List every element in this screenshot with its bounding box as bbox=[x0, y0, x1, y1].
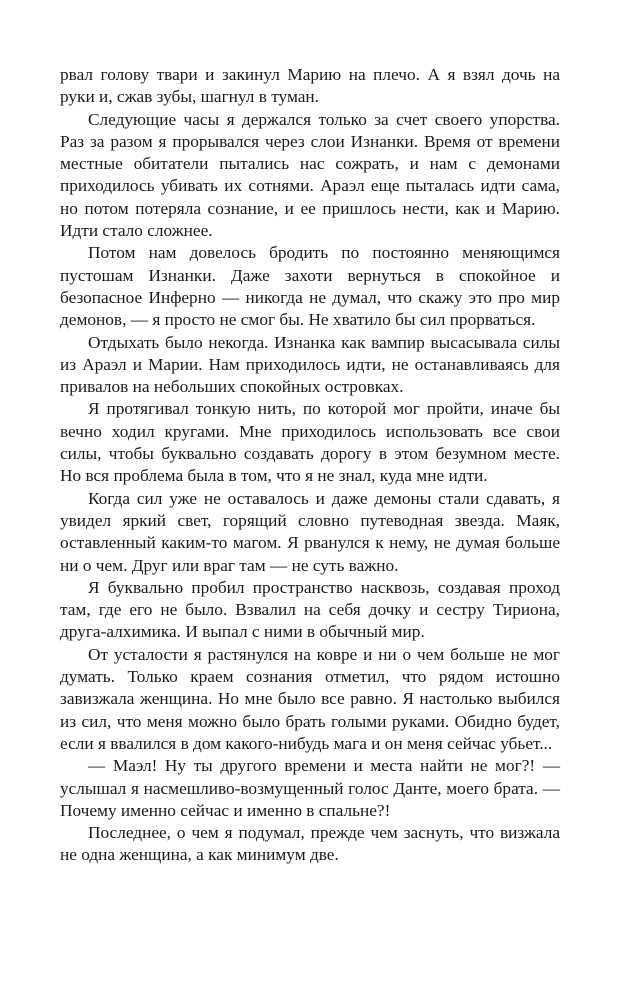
paragraph-10: Последнее, о чем я подумал, прежде чем заснуть, что визжала не одна женщина, а как минимум две. bbox=[60, 823, 560, 865]
paragraph-5: Я протягивал тонкую нить, по которой мог пройти, иначе бы вечно ходил кругами. Мне приходилось использовать все свои силы, чтобы буквально создавать дорогу в этом безумном месте. Но вся проблема была в том, что я не знал, куда мне идти. bbox=[60, 399, 560, 486]
paragraph-8: От усталости я растянулся на ковре и ни о чем больше не мог думать. Только краем сознания отметил, что рядом истошно завизжала женщина. Но мне было все равно. Я настолько выбился из сил, что меня можно было брать голыми руками. Обидно будет, если я ввалился в дом какого-нибудь мага и он меня сейчас убьет... bbox=[60, 644, 560, 753]
page-text bbox=[60, 64, 560, 867]
paragraph-4: Отдыхать было некогда. Изнанка как вампир высасывала силы из Араэл и Марии. Нам приходилось идти, не останавливаясь для привалов на небольших спокойных островках. bbox=[60, 332, 560, 397]
paragraph-9: — Маэл! Ну ты другого времени и места найти не мог?! — услышал я насмешливо-возмущенный голос Данте, моего брата. — Почему именно сейчас и именно в спальне?! bbox=[60, 756, 560, 820]
paragraph-6: Когда сил уже не оставалось и даже демоны стали сдавать, я увидел яркий свет, горящий словно путеводная звезда. Маяк, оставленный каким-то магом. Я рванулся к нему, не думая больше ни о чем. Друг или враг там — не суть важно. bbox=[60, 488, 560, 575]
paragraph-3: Потом нам довелось бродить по постоянно меняющимся пустошам Изнанки. Даже захоти вернуться в спокойное и безопасное Инферно — никогда не думал, что скажу это про мир демонов, — я просто не смог бы. Не хватило бы сил прорваться. bbox=[60, 243, 560, 330]
paragraph-7: Я буквально пробил пространство насквозь, создавая проход там, где его не было. Взвалил на себя дочку и сестру Тириона, друга-алхимика. И выпал с ними в обычный мир. bbox=[60, 577, 560, 642]
paragraph-2: Следующие часы я держался только за счет своего упорства. Раз за разом я прорывался через слои Изнанки. Время от времени местные обитатели пытались нас сожрать, и нам с демонами приходилось убивать их сотнями. Араэл еще пыталась идти сама, но потом потеряла сознание, и ее пришлось нести, как и Марию. Идти стало сложнее. bbox=[60, 109, 560, 241]
paragraph-1: рвал голову твари и закинул Марию на плечо. А я взял дочь на руки и, сжав зубы, шагнул в туман. bbox=[60, 65, 560, 107]
